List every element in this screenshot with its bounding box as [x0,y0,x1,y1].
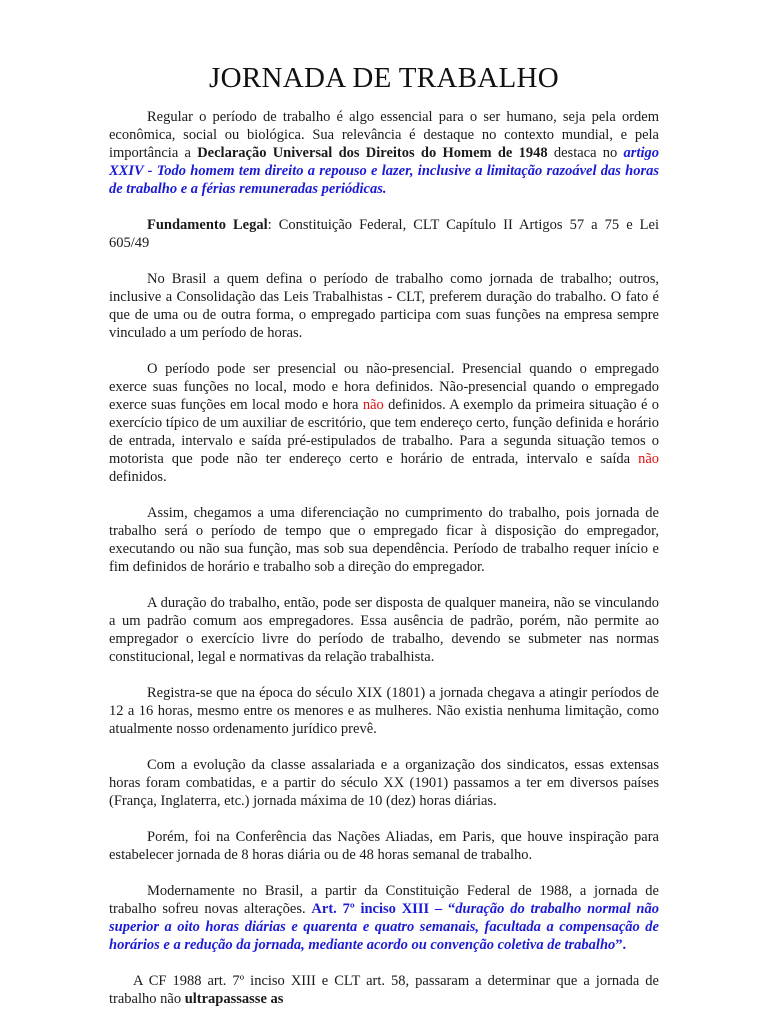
paragraph-duration: A duração do trabalho, então, pode ser disposta de qualquer maneira, não se vinculando a um padrão comum aos empregadores. Essa ausência de padrão, porém, não permite ao empregador o exercício livre do período de trabalho, devendo se submeter nas normas constitucional, legal e normativas da relação trabalhista. [109,595,659,665]
document-body [109,108,659,1026]
paragraph-evolution: Com a evolução da classe assalariada e a organização dos sindicatos, essas extensas horas foram combatidas, e a partir do século XX (1901) passamos a ter em diversos países (França, Inglaterra, etc.) jornada máxima de 10 (dez) horas diárias. [109,757,659,809]
highlight-nao-2: não [638,451,659,467]
intro-text-cont: destaca no [547,145,624,161]
paragraph-intro [109,108,659,198]
highlight-nao-1: não [362,397,384,413]
paragraph-cf-1988 [109,972,659,1008]
paragraph-modern-brazil [109,882,659,954]
cf-text: A CF 1988 art. 7º inciso XIII e CLT art. 58, passaram a determinar que a jornada de trabalho não [109,973,659,1007]
paragraph-xix-century: Registra-se que na época do século XIX (1801) a jornada chegava a atingir períodos de 12 a 16 horas, mesmo entre os menores e as mulheres. Não existia nenhuma limitação, como atualmente nosso ordenamento jurídico prevê. [109,685,659,737]
presence-text: O período pode ser presencial ou não-presencial. Presencial quando o empregado exerce suas funções no local, modo e hora definidos. Não-presencial quando o empregado exerce suas funções em local modo e hora [109,361,659,413]
paragraph-brazil-definition: No Brasil a quem defina o período de trabalho como jornada de trabalho; outros, inclusive a Consolidação das Leis Trabalhistas - CLT, preferem duração do trabalho. O fato é que de uma ou de outra forma, o empregado participa com suas funções na empresa sempre vinculado a um período de horas. [109,271,659,341]
paragraph-legal-basis [109,216,659,252]
paragraph-presence [109,360,659,486]
article-7-end: ”. [615,937,627,953]
legal-basis-label: Fundamento Legal [147,217,268,233]
modern-text: Modernamente no Brasil, a partir da Constituição Federal de 1988, a jornada de trabalho sofreu novas alterações. [109,883,659,917]
intro-text: Regular o período de trabalho é algo essencial para o ser humano, seja pela ordem econômica, social ou biológica. Sua relevância é destaque no contexto mundial, e pela importância a [109,109,659,161]
presence-text-cont: definidos. A exemplo da primeira situação é o exercício típico de um auxiliar de escritório, que tem endereço certo, função definida e horário de entrada, intervalo e saída pré-estipulados de trabalho. Para a segunda situação temos o motorista que pode não ter endereço certo e horário de entrada, intervalo e saída [109,397,659,467]
paragraph-differentiation: Assim, chegamos a uma diferenciação no cumprimento do trabalho, pois jornada de trabalho será o período de tempo que o empregado ficar à disposição do empregador, executando ou não sua função, mas sob sua dependência. Período de trabalho requer início e fim definidos de horário e trabalho sob a direção do empregador. [109,505,659,575]
article-7-label: Art. 7º inciso XIII – “ [311,901,456,917]
declaration-reference: Declaração Universal dos Direitos do Homem de 1948 [197,145,548,161]
cf-bold-end: ultrapassasse as [184,991,284,1007]
article-xxiv-quote: artigo XXIV - Todo homem tem direito a repouso e lazer, inclusive a limitação razoável das horas de trabalho e a férias remuneradas periódicas. [109,145,659,197]
article-7-quote: duração do trabalho normal não superior a oito horas diárias e quarenta e quatro semanais, facultada a compensação de horários e a redução da jornada, mediante acordo ou convenção coletiva de trabalho [109,901,659,953]
paragraph-conference: Porém, foi na Conferência das Nações Aliadas, em Paris, que houve inspiração para estabelecer jornada de 8 horas diária ou de 48 horas semanal de trabalho. [109,829,659,863]
document-title: JORNADA DE TRABALHO [209,62,559,94]
presence-text-end: definidos. [109,469,167,485]
legal-basis-text: : Constituição Federal, CLT Capítulo II Artigos 57 a 75 e Lei 605/49 [109,217,660,251]
